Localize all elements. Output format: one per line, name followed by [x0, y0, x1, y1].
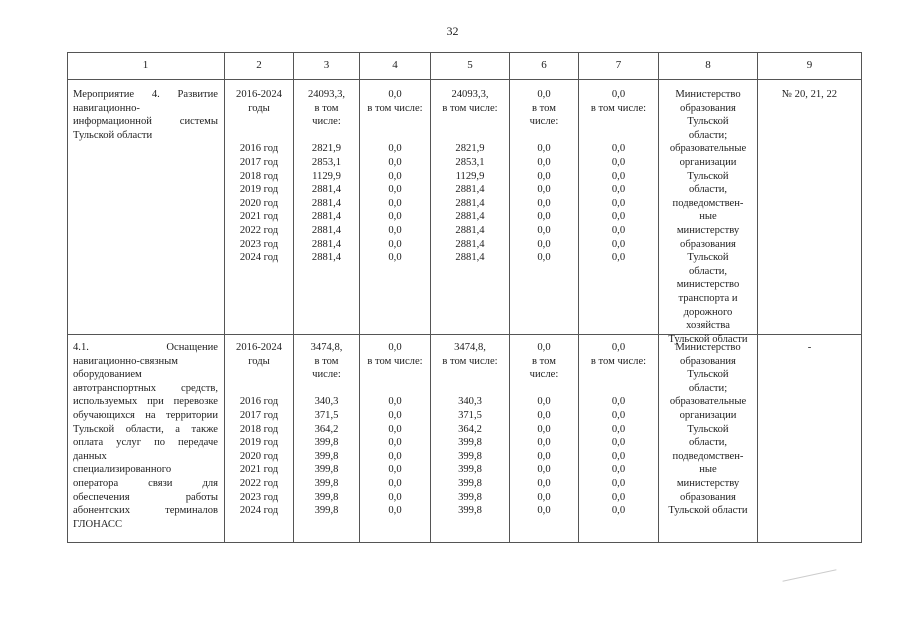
header-cell: 1: [68, 53, 225, 79]
spacer: [510, 382, 578, 396]
cell-header-line: 0,0: [611, 342, 626, 353]
year-value: 0,0: [537, 224, 551, 236]
event-name-line: Тульской области, а также: [73, 423, 218, 435]
year-value: 0,0: [388, 224, 402, 236]
scan-mark: [782, 569, 836, 581]
executor-line: министерству: [676, 224, 740, 236]
cell-header-line: числе:: [529, 116, 559, 128]
event-name-cell: [68, 80, 225, 334]
header-row: [68, 53, 861, 80]
year-value: 0,0: [611, 491, 626, 503]
year-value: 0,0: [388, 450, 402, 462]
year-value: 0,0: [388, 156, 402, 168]
executor-line: Тульской: [687, 170, 729, 182]
year-value: 0,0: [537, 143, 551, 155]
year-value: 0,0: [611, 252, 626, 264]
year-value: 2021 год: [239, 211, 279, 223]
total-cell: [294, 335, 360, 542]
year-value: 0,0: [388, 170, 402, 182]
year-value: 2853,1: [455, 156, 485, 168]
header-cell: 3: [294, 53, 360, 79]
cell-header-line: в том числе:: [442, 355, 498, 367]
event-name-line: оплата услуг по передаче: [73, 437, 218, 449]
cell-header-line: в том: [314, 355, 339, 367]
executor-line: образования: [680, 355, 736, 367]
cell-header-line: в том числе:: [590, 102, 647, 114]
cell-header-line: 2016-2024: [236, 342, 282, 353]
year-value: 399,8: [458, 491, 482, 503]
year-value: 364,2: [314, 423, 339, 435]
header-cell: 6: [510, 53, 579, 79]
executor-cell: [659, 80, 758, 345]
year-value: 0,0: [537, 491, 551, 503]
executor-line: области,: [688, 437, 728, 449]
event-name-line: автотранспортных средств,: [73, 382, 218, 394]
year-value: 0,0: [537, 170, 551, 182]
executor-line: области,: [688, 265, 728, 277]
year-value: 2881,4: [311, 224, 342, 236]
year-value: 2023 год: [239, 238, 279, 250]
year-value: 0,0: [537, 477, 551, 489]
cell-header-line: 0,0: [388, 89, 402, 100]
spacer: [294, 129, 359, 143]
year-value: 2821,9: [311, 143, 342, 155]
header-cell: 9: [806, 59, 813, 72]
executor-line: подведомствен-: [672, 450, 744, 462]
year-value: 0,0: [388, 211, 402, 223]
event-name-line: обеспечения работы: [73, 491, 218, 503]
year-value: 340,3: [458, 396, 482, 408]
header-cell: 5: [431, 53, 510, 79]
executor-line: образовательные: [669, 143, 747, 155]
cell-header-line: в том: [314, 102, 339, 114]
executor-line: Тульской области: [668, 505, 748, 517]
year-value: 2016 год: [239, 396, 279, 408]
event-name-line: обучающихся на территории: [73, 409, 218, 421]
regional-cell: [431, 335, 510, 542]
spacer: [360, 368, 430, 395]
year-value: 0,0: [611, 143, 626, 155]
year-value: 399,8: [458, 477, 482, 489]
event-name-line: специализированного: [73, 464, 172, 476]
year-value: 2853,1: [311, 156, 342, 168]
year-value: 399,8: [458, 437, 482, 449]
cell-header-line: в том числе:: [367, 355, 423, 367]
executor-line: подведомствен-: [672, 197, 744, 209]
year-value: 2881,4: [455, 184, 485, 196]
year-value: 2019 год: [239, 437, 279, 449]
year-value: 0,0: [537, 409, 551, 421]
year-value: 0,0: [611, 224, 626, 236]
year-value: 0,0: [537, 211, 551, 223]
year-value: 0,0: [388, 143, 402, 155]
header-cell: 2: [225, 53, 294, 79]
year-value: 0,0: [537, 238, 551, 250]
event-name-line: Мероприятие 4. Развитие: [73, 89, 218, 100]
federal-cell: [360, 335, 431, 542]
executor-line: организации: [679, 409, 737, 421]
year-value: 2024 год: [239, 505, 279, 517]
year-value: 399,8: [314, 437, 339, 449]
year-value: 2881,4: [311, 252, 342, 264]
year-value: 2881,4: [455, 211, 485, 223]
year-value: 2881,4: [311, 211, 342, 223]
cell-header-line: 0,0: [611, 89, 626, 100]
year-value: 1129,9: [455, 170, 485, 182]
executor-line: ные: [699, 464, 717, 476]
event-name-line: оборудованием: [73, 369, 142, 381]
year-value: 371,5: [458, 409, 482, 421]
year-value: 0,0: [537, 464, 551, 476]
executor-line: организации: [679, 156, 737, 168]
executor-line: министерство: [676, 279, 740, 291]
year-value: 2881,4: [311, 197, 342, 209]
year-value: 0,0: [611, 197, 626, 209]
cell-header-line: в том: [532, 102, 556, 114]
table-row: [68, 80, 861, 345]
year-value: 0,0: [537, 197, 551, 209]
year-value: 0,0: [388, 197, 402, 209]
page-number: 32: [446, 24, 459, 38]
year-value: 399,8: [458, 464, 482, 476]
cell-header-line: в том числе:: [442, 102, 498, 114]
executor-line: Тульской области: [668, 333, 748, 345]
year-value: 2019 год: [239, 184, 279, 196]
year-value: 0,0: [611, 156, 626, 168]
event-name-line: навигационно-: [73, 102, 140, 114]
year-value: 364,2: [458, 423, 482, 435]
cell-header-line: годы: [248, 355, 270, 367]
year-value: 340,3: [314, 396, 339, 408]
program-table: [67, 52, 862, 543]
event-name-line: используемых при перевозке: [73, 396, 218, 408]
year-value: 0,0: [388, 238, 402, 250]
executor-line: Министерство: [675, 89, 741, 100]
spacer: [510, 129, 578, 143]
year-value: 2020 год: [239, 197, 279, 209]
year-value: 2022 год: [239, 224, 279, 236]
event-name-line: оператора связи для: [73, 477, 218, 489]
spacer: [225, 368, 293, 395]
event-name-line: данных: [73, 450, 107, 462]
year-value: 2016 год: [239, 143, 279, 155]
cell-header-line: 0,0: [537, 342, 551, 353]
year-value: 2881,4: [311, 184, 342, 196]
extrabudget-cell: [579, 80, 659, 334]
executor-line: образования: [680, 491, 736, 503]
year-value: 0,0: [388, 464, 402, 476]
year-value: 0,0: [537, 156, 551, 168]
extrabudget-cell: [579, 335, 659, 542]
year-value: 2024 год: [239, 252, 279, 264]
year-value: 2022 год: [239, 477, 279, 489]
executor-cell: [659, 335, 758, 542]
cell-header-line: 3474,8,: [310, 342, 343, 353]
year-value: 0,0: [388, 396, 402, 408]
year-value: 0,0: [611, 409, 626, 421]
executor-line: области;: [688, 382, 728, 394]
cell-header-line: числе:: [312, 116, 341, 128]
executor-line: хозяйства: [686, 320, 730, 332]
year-value: 399,8: [458, 505, 482, 517]
executor-line: Тульской: [687, 116, 729, 128]
cell-header-line: числе:: [529, 369, 559, 381]
year-value: 399,8: [314, 450, 339, 462]
year-value: 0,0: [611, 505, 626, 517]
year-value: 2017 год: [239, 409, 279, 421]
year-value: 0,0: [388, 491, 402, 503]
cell-header-line: годы: [248, 102, 270, 114]
event-name-line: информационной системы: [73, 116, 218, 128]
table-row: [68, 335, 861, 542]
federal-cell: [360, 80, 431, 334]
year-value: 2018 год: [239, 423, 279, 435]
cell-header-line: 3474,8,: [454, 342, 486, 353]
year-value: 0,0: [611, 396, 626, 408]
event-name-line: навигационно-связным: [73, 355, 179, 367]
cell-header-line: числе:: [312, 369, 341, 381]
year-value: 2020 год: [239, 450, 279, 462]
executor-line: дорожного: [683, 306, 733, 318]
executor-line: образования: [680, 102, 736, 114]
cell-header-line: 0,0: [537, 89, 551, 100]
year-value: 2021 год: [239, 464, 279, 476]
cell-header-line: 24093,3,: [307, 89, 346, 100]
year-value: 0,0: [537, 450, 551, 462]
year-value: 0,0: [611, 211, 626, 223]
year-value: 399,8: [314, 491, 339, 503]
executor-line: министерству: [676, 477, 740, 489]
year-value: 399,8: [458, 450, 482, 462]
indicators-cell: -: [807, 342, 812, 353]
header-cell: 7: [579, 53, 659, 79]
year-value: 2821,9: [455, 143, 485, 155]
spacer: [360, 115, 430, 142]
total-cell: [294, 80, 360, 334]
executor-line: Тульской: [687, 369, 729, 381]
year-value: 0,0: [537, 423, 551, 435]
year-value: 0,0: [388, 409, 402, 421]
year-value: 0,0: [388, 505, 402, 517]
year-value: 2881,4: [455, 252, 485, 264]
executor-line: образовательные: [669, 396, 747, 408]
year-value: 0,0: [611, 477, 626, 489]
period-cell: [225, 335, 294, 542]
year-value: 2018 год: [239, 170, 279, 182]
year-value: 0,0: [388, 252, 402, 264]
cell-header-line: в том числе:: [367, 102, 423, 114]
year-value: 0,0: [611, 450, 626, 462]
cell-header-line: в том числе:: [590, 355, 647, 367]
year-value: 0,0: [611, 423, 626, 435]
executor-line: области;: [688, 129, 728, 141]
year-value: 0,0: [537, 437, 551, 449]
year-value: 399,8: [314, 505, 339, 517]
year-value: 399,8: [314, 464, 339, 476]
year-value: 371,5: [314, 409, 339, 421]
cell-header-line: 2016-2024: [236, 89, 282, 100]
year-value: 1129,9: [312, 170, 341, 182]
executor-line: Министерство: [675, 342, 741, 353]
year-value: 0,0: [611, 184, 626, 196]
year-value: 0,0: [537, 184, 551, 196]
year-value: 2881,4: [311, 238, 342, 250]
header-cell: 4: [360, 53, 431, 79]
year-value: 0,0: [537, 252, 551, 264]
spacer: [579, 368, 658, 395]
executor-line: ные: [699, 211, 717, 223]
event-name-cell: [68, 335, 225, 542]
spacer: [579, 115, 658, 142]
indicators-cell: № 20, 21, 22: [781, 89, 838, 100]
event-name-line: абонентских терминалов: [73, 505, 218, 517]
year-value: 0,0: [611, 170, 626, 182]
year-value: 0,0: [388, 184, 402, 196]
local-cell: [510, 80, 579, 334]
executor-line: области,: [688, 184, 728, 196]
year-value: 2881,4: [455, 224, 485, 236]
year-value: 0,0: [611, 464, 626, 476]
event-name-line: Тульской области: [73, 129, 153, 141]
spacer: [225, 115, 293, 142]
year-value: 0,0: [611, 437, 626, 449]
year-value: 0,0: [388, 437, 402, 449]
year-value: 2023 год: [239, 491, 279, 503]
event-name-line: 4.1. Оснащение: [73, 342, 218, 353]
executor-line: Тульской: [687, 423, 729, 435]
year-value: 2881,4: [455, 197, 485, 209]
event-name-line: ГЛОНАСС: [73, 518, 123, 530]
spacer: [294, 382, 359, 396]
executor-line: транспорта и: [678, 292, 738, 304]
local-cell: [510, 335, 579, 542]
year-value: 2881,4: [455, 238, 485, 250]
year-value: 0,0: [388, 423, 402, 435]
cell-header-line: 24093,3,: [451, 89, 489, 100]
year-value: 0,0: [537, 396, 551, 408]
regional-cell: [431, 80, 510, 334]
cell-header-line: 0,0: [388, 342, 402, 353]
period-cell: [225, 80, 294, 334]
year-value: 2017 год: [239, 156, 279, 168]
executor-line: Тульской: [687, 252, 729, 264]
year-value: 0,0: [611, 238, 626, 250]
spacer: [431, 115, 509, 142]
cell-header-line: в том: [532, 355, 556, 367]
year-value: 399,8: [314, 477, 339, 489]
header-cell: 8: [659, 53, 758, 79]
year-value: 0,0: [388, 477, 402, 489]
executor-line: образования: [680, 238, 736, 250]
year-value: 0,0: [537, 505, 551, 517]
spacer: [431, 368, 509, 395]
